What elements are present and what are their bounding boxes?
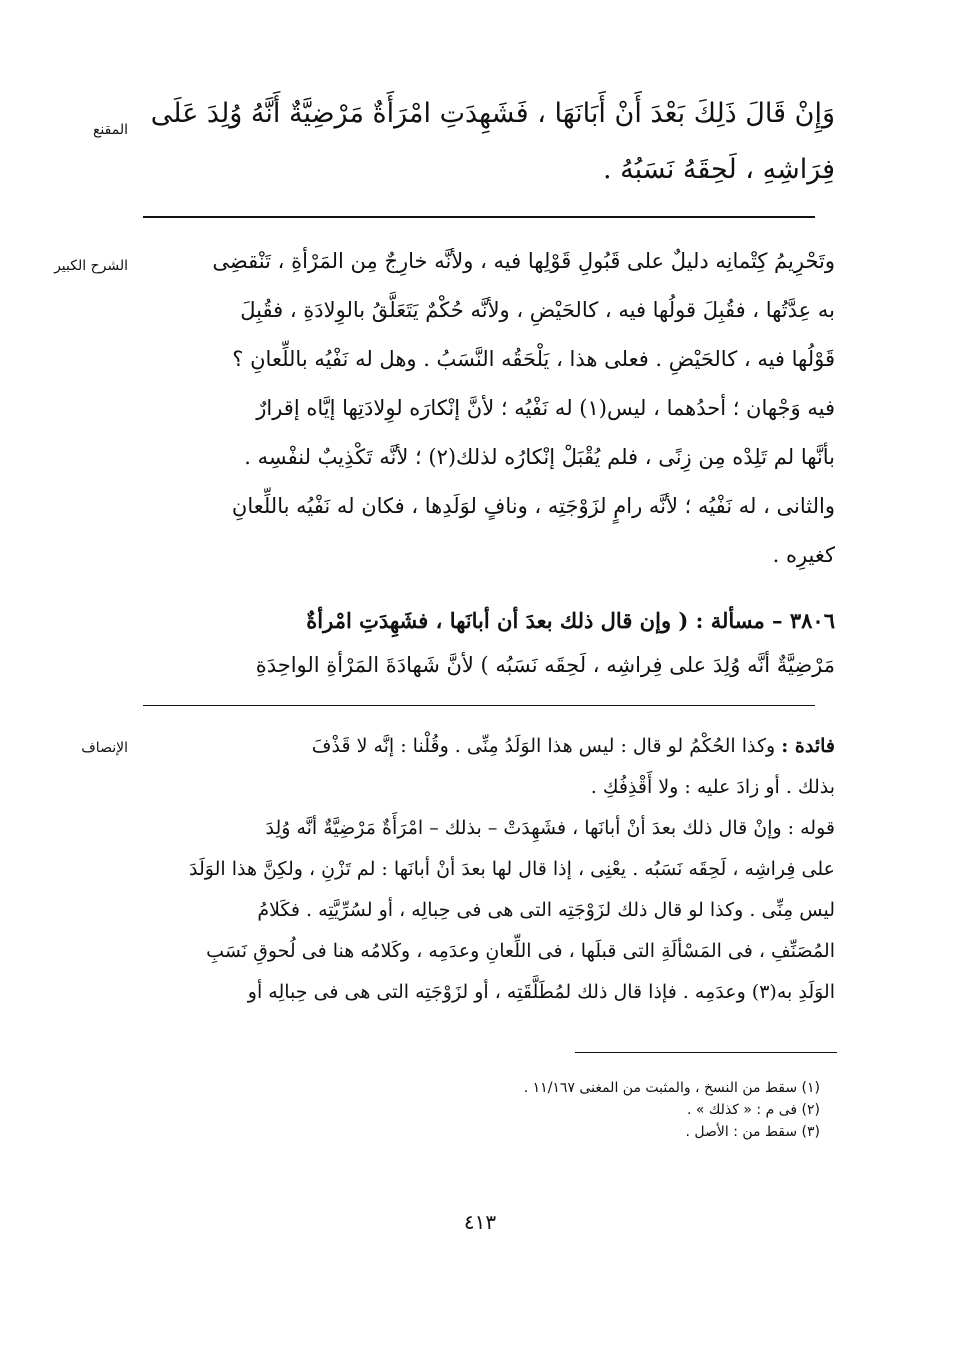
insaf-line: قوله : وإنْ قال ذلك بعدَ أنْ أبانَها ، فشَهِدَتْ – بذلك – امْرَأَةٌ مَرْضِيَّةٌ أنَّه وُلِدَ xyxy=(265,817,835,839)
footnotes xyxy=(420,1077,820,1143)
mugni-line: فِرَاشِهِ ، لَحِقَهُ نَسَبُهُ . xyxy=(602,154,835,185)
masala-text xyxy=(135,599,835,687)
insaf-line: على فِراشِه ، لَحِقَه نَسَبُه . يعْنِى ، إذا قال لها بعدَ أنْ أبانَها : لم تَزْنِ ، ولكِنَّ هذا الوَلَدَ xyxy=(189,858,835,880)
sharh-line: فيه وَجْهان ؛ أحدُهما ، ليس(١) له نَفْيُه ؛ لأنَّ إنْكارَه لوِلادَتِها إيَّاه إقرارٌ xyxy=(256,396,835,420)
sharh-line: قَوْلُها فيه ، كالحَيْضِ . فعلى هذا ، يَلْحَقُه النَّسَبُ . وهل له نَفْيُه باللِّعانِ ؟ xyxy=(232,347,835,371)
insaf-line-text: وكذا الحُكْمُ لو قال : ليس هذا الوَلَدُ مِنِّى . وقُلْنا : إنَّه لا قَذْفَ xyxy=(311,735,776,757)
section-label-mugni: المقنع xyxy=(92,122,128,138)
footnote: (٢) فى م : « كذلك » . xyxy=(686,1102,820,1118)
footnote-divider xyxy=(575,1052,837,1053)
masala-line: مَرْضِيَّةٌ أنَّه وُلِدَ على فِراشِه ، لَحِقَه نَسَبُه ) لأنَّ شَهادَةَ المَرْأةِ الواحِدَةِ xyxy=(255,653,835,677)
section-label-sharh: الشرح الكبير xyxy=(54,258,128,274)
sharh-line: به عِدَّتُها ، فقُبِلَ قولُها فيه ، كالحَيْضِ ، ولأنَّه حُكْمٌ يَتَعَلَّقُ بالوِلادَةِ ، فقُبِلَ xyxy=(240,298,835,322)
insaf-text xyxy=(135,726,835,1013)
mugni-line: وَإِنْ قَالَ ذَلِكَ بَعْدَ أَنْ أَبَانَهَا ، فَشَهِدَتِ امْرَأَةٌ مَرْضِيَّةٌ أَنَّهُ وُلِدَ عَلَى xyxy=(150,98,835,129)
sharh-line: كغيرِه . xyxy=(772,543,835,567)
insaf-line: ليس مِنِّى . وكذا لو قال ذلك لزَوْجَتِه التى هى فى حِبالِه ، أو لسُرِّيَّتِه . فكَلامُ xyxy=(257,899,835,921)
insaf-line: الوَلَدِ به(٣) وعدَمِه . فإذا قال ذلك لمُطَلَّقَتِه ، أو لزَوْجَتِه التى هى فى حِبالِه أو xyxy=(247,981,835,1003)
footnote: (٣) سقط من : الأصل . xyxy=(685,1124,820,1140)
page-number: ٤١٣ xyxy=(463,1210,497,1234)
sharh-line: وتَحْرِيمُ كِتْمانِه دليلٌ على قَبُولِ قَوْلِها فيه ، ولأنَّه خارِجٌ مِن المَرْأةِ ، تَنْقضِى xyxy=(212,249,835,273)
insaf-line xyxy=(135,726,835,767)
mugni-text xyxy=(135,86,835,198)
sharh-line: بأنَّها لم تَلِدْه مِن زِنًى ، فلم يُقْبَلْ إنْكارُه لذلك(٢) ؛ لأنَّه تَكْذِيبٌ لنفْسِه . xyxy=(244,445,835,469)
sharh-line: والثانى ، له نَفْيُه ؛ لأنَّه رامٍ لزَوْجَتِه ، ونافٍ لوَلَدِها ، فكان له نَفْيُه باللِّعانِ xyxy=(231,494,835,518)
insaf-line: المُصَنِّفِ ، فى المَسْألَةِ التى قبلَها ، فى اللِّعانِ وعدَمِه ، وكَلامُه هنا فى لُحوقِ نَسَبِ xyxy=(206,940,835,962)
sharh-text xyxy=(135,237,835,580)
section-divider xyxy=(143,216,815,218)
section-label-insaf: الإنصاف xyxy=(81,740,128,756)
insaf-line: بذلك . أو زادَ عليه : ولا أَقْذِفُكِ . xyxy=(590,776,835,798)
faida-label: فائدة : xyxy=(781,735,835,757)
footnote: (١) سقط من النسخ ، والمثبت من المغنى ١١/١٦٧ . xyxy=(523,1080,820,1096)
section-divider xyxy=(143,705,815,706)
masala-line: ٣٨٠٦ – مسألة : ( وإن قال ذلك بعدَ أن أبانَها ، فشَهِدَتِ امْرأةٌ xyxy=(306,608,835,633)
